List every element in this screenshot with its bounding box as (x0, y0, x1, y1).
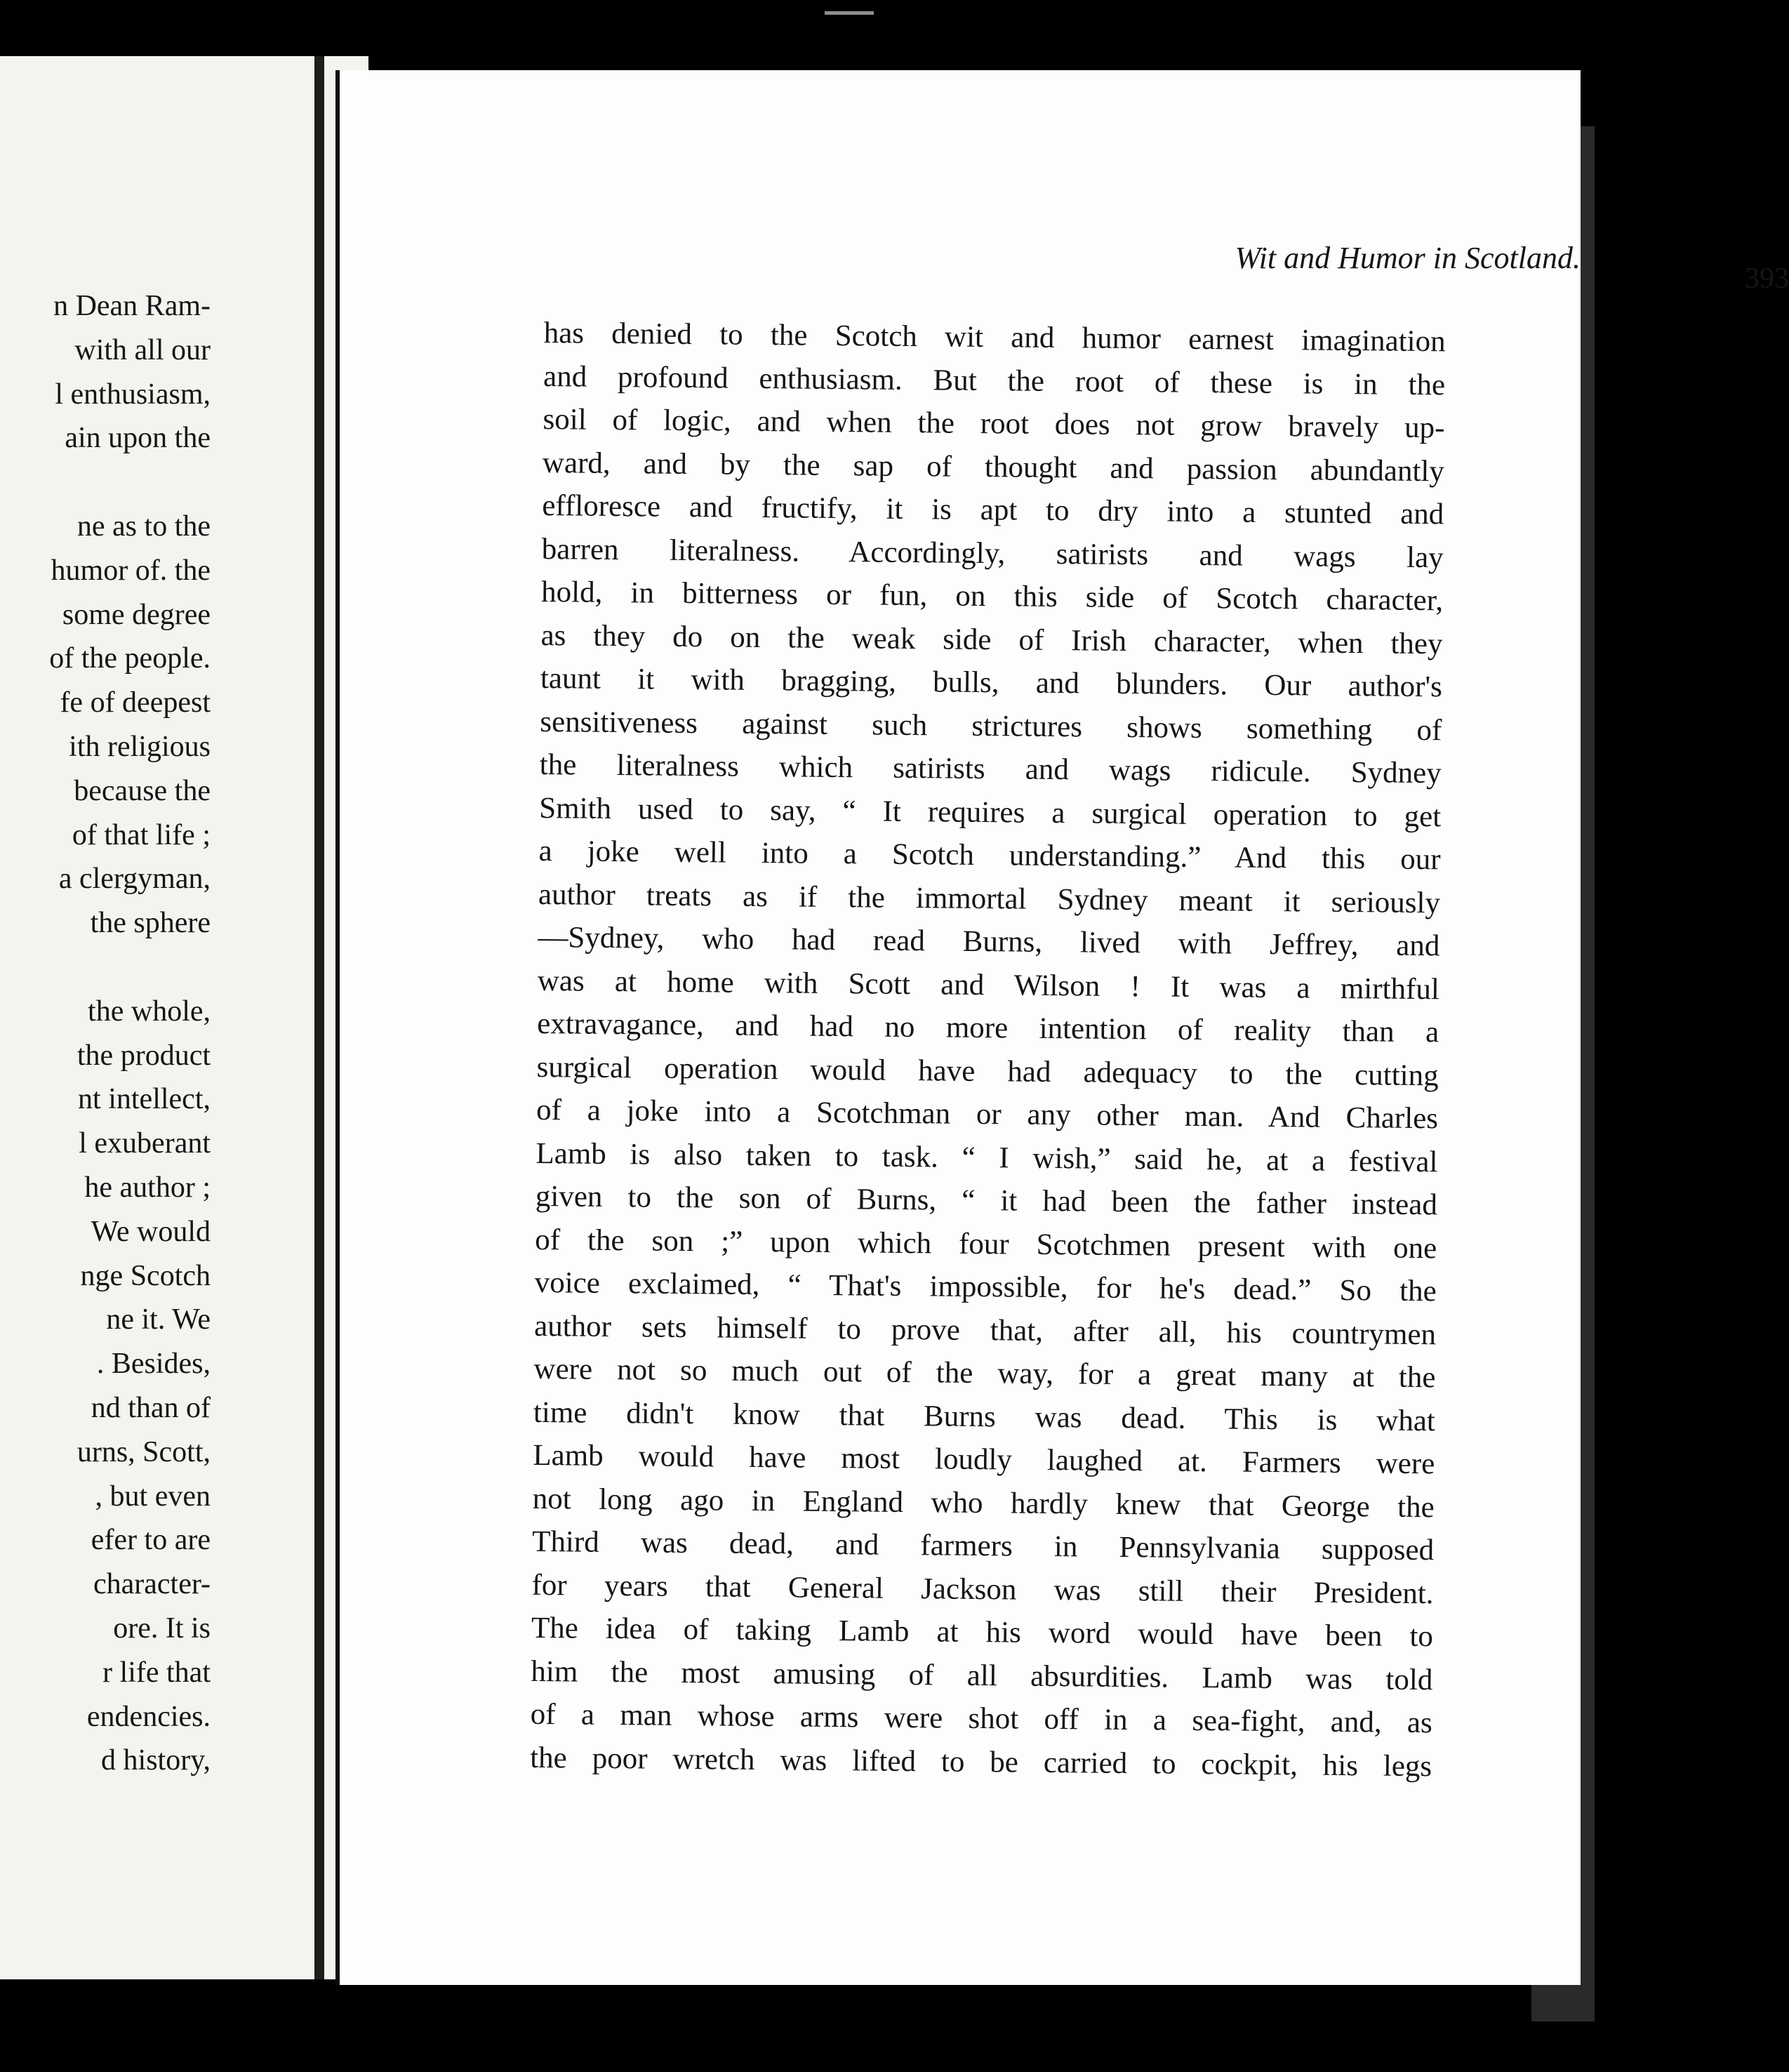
left-page-text-fragments (0, 284, 211, 1783)
left-page-line: the product (77, 1039, 211, 1072)
left-page-line: fe of deepest (60, 686, 211, 719)
left-page-line: some degree (62, 598, 211, 631)
body-text (530, 312, 1446, 1788)
body-line: as they do on the weak side of Irish character, when they (540, 618, 1443, 660)
left-page-line: n Dean Ram- (53, 290, 211, 322)
left-page-line: humor of. the (51, 554, 211, 587)
left-page-line: nd than of (91, 1391, 211, 1424)
body-line: him the most amusing of all absurdities. Lamb was told (531, 1654, 1433, 1696)
body-line: Third was dead, and farmers in Pennsylvania supposed (531, 1525, 1435, 1567)
body-line: time didn't know that Burns was dead. This is what (533, 1395, 1436, 1437)
left-page-line: nge Scotch (80, 1259, 211, 1292)
left-page-line: efer to are (91, 1524, 211, 1557)
body-line: Smith used to say, “ It requires a surgical operation to get (538, 791, 1442, 833)
body-line: surgical operation would have had adequacy to the cutting (536, 1050, 1439, 1092)
left-page-line: he author ; (84, 1171, 211, 1204)
left-page-line: ith religious (69, 730, 211, 763)
left-page (0, 56, 368, 1979)
left-page-line (0, 945, 211, 990)
right-page (335, 70, 1789, 1985)
left-page-line: l enthusiasm, (55, 378, 211, 411)
left-page-line: . Besides, (96, 1348, 211, 1381)
body-line: soil of logic, and when the root does not grow bravely up- (543, 402, 1445, 445)
left-page-line: l exuberant (79, 1127, 211, 1160)
scan-mark (825, 11, 874, 15)
left-page-line: ore. It is (113, 1612, 211, 1645)
body-line: effloresce and fructify, it is apt to dry into a stunted and (542, 489, 1444, 531)
left-page-line (0, 460, 211, 505)
body-line: for years that General Jackson was still their President. (531, 1568, 1434, 1610)
body-line: the poor wretch was lifted to be carried to cockpit, his legs (530, 1741, 1432, 1783)
left-page-line: of that life ; (72, 818, 211, 851)
body-line: taunt it with bragging, bulls, and blunders. Our author's (540, 661, 1443, 704)
body-line: was at home with Scott and Wilson ! It was a mirthful (537, 964, 1440, 1006)
body-line: not long ago in England who hardly knew that George the (532, 1482, 1435, 1524)
body-line: Lamb is also taken to task. “ I wish,” said he, at a festival (536, 1136, 1438, 1178)
left-page-line: d history, (101, 1744, 211, 1777)
left-page-line: endencies. (86, 1700, 211, 1733)
body-line: —Sydney, who had read Burns, lived with Jeffrey, and (538, 920, 1440, 963)
body-line: and profound enthusiasm. But the root of these is in the (543, 359, 1446, 401)
body-line: of a man whose arms were shot off in a sea-fight, and, as (530, 1697, 1432, 1740)
body-line: of the son ;” upon which four Scotchmen present with one (535, 1223, 1437, 1265)
body-line: hold, in bitterness or fun, on this side of Scotch character, (540, 575, 1444, 618)
page-number: 393 (1745, 263, 1789, 295)
left-page-line: of the people. (49, 642, 211, 675)
body-line: the literalness which satirists and wags ridicule. Sydney (539, 748, 1442, 790)
left-page-line: the sphere (90, 907, 211, 940)
left-page-line: r life that (102, 1656, 211, 1689)
left-page-line: nt intellect, (78, 1083, 211, 1116)
left-page-line: a clergyman, (58, 863, 211, 896)
left-page-line: ain upon the (65, 422, 211, 455)
body-line: given to the son of Burns, “ it had been the father instead (535, 1179, 1438, 1222)
left-page-line: ne it. We (106, 1303, 211, 1336)
body-line: of a joke into a Scotchman or any other man. And Charles (536, 1093, 1439, 1136)
body-line: sensitiveness against such strictures shows something of (540, 705, 1442, 747)
left-page-line: because the (74, 774, 211, 807)
left-page-line: ne as to the (77, 510, 211, 543)
body-line: extravagance, and had no more intention of reality than a (537, 1007, 1439, 1049)
left-page-line: , but even (95, 1480, 211, 1513)
running-head: Wit and Humor in Scotland. (1235, 241, 1581, 275)
body-line: The idea of taking Lamb at his word would have been to (531, 1611, 1434, 1654)
left-page-line: urns, Scott, (77, 1435, 211, 1468)
body-line: author treats as if the immortal Sydney meant it seriously (538, 877, 1441, 919)
page-gutter-shadow (314, 56, 324, 1979)
left-page-line: the whole, (88, 995, 211, 1028)
body-line: has denied to the Scotch wit and humor earnest imagination (543, 316, 1446, 359)
body-line: were not so much out of the way, for a great many at the (533, 1352, 1436, 1395)
body-line: a joke well into a Scotch understanding.” And this our (538, 834, 1441, 877)
body-line: voice exclaimed, “ That's impossible, for he's dead.” So the (534, 1266, 1437, 1308)
body-line: author sets himself to prove that, after all, his countrymen (533, 1309, 1437, 1351)
left-page-line: We would (91, 1215, 211, 1248)
body-line: ward, and by the sap of thought and passion abundantly (542, 446, 1445, 488)
left-page-line: with all our (74, 333, 211, 366)
body-line: barren literalness. Accordingly, satirists and wags lay (541, 532, 1444, 574)
left-page-line: character- (93, 1568, 211, 1601)
body-line: Lamb would have most loudly laughed at. Farmers were (533, 1438, 1435, 1481)
